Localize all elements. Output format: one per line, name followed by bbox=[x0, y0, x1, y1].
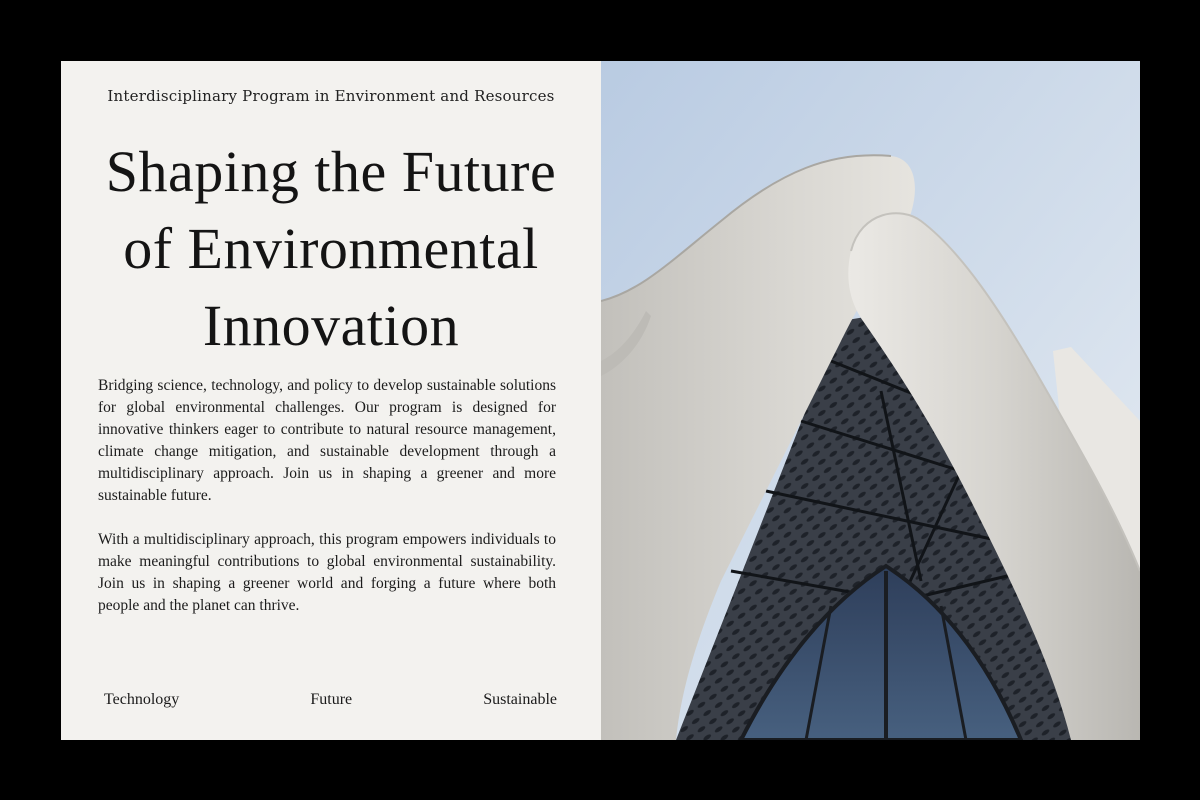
page-frame bbox=[61, 61, 1140, 740]
keyword-sustainable: Sustainable bbox=[483, 691, 557, 708]
text-panel bbox=[61, 61, 601, 740]
building-illustration bbox=[601, 61, 1140, 740]
headline-line-1: Shaping the Future bbox=[105, 139, 557, 204]
body-paragraph-1: Bridging science, technology, and policy to develop sustainable solutions for global environmental challenges. Our program is designed for innovative thinkers eager to contribute to natural resource management, climate change mitigation, and sustainable development through a multidisciplinary approach. Join us in shaping a greener and more sustainable future. bbox=[98, 377, 556, 504]
headline-line-3: Innovation bbox=[202, 293, 460, 358]
headline bbox=[71, 133, 591, 364]
keyword-future: Future bbox=[310, 691, 353, 708]
keyword-technology: Technology bbox=[104, 691, 180, 708]
program-eyebrow: Interdisciplinary Program in Environment and Resources bbox=[107, 87, 555, 105]
headline-line-2: of Environmental bbox=[123, 216, 539, 281]
body-paragraph-2: With a multidisciplinary approach, this program empowers individuals to make meaningful contributions to global environmental sustainability. Join us in shaping a greener world and forging a future where both people and the planet can thrive. bbox=[98, 531, 556, 614]
architecture-photo bbox=[601, 61, 1140, 740]
keyword-row bbox=[104, 691, 557, 709]
